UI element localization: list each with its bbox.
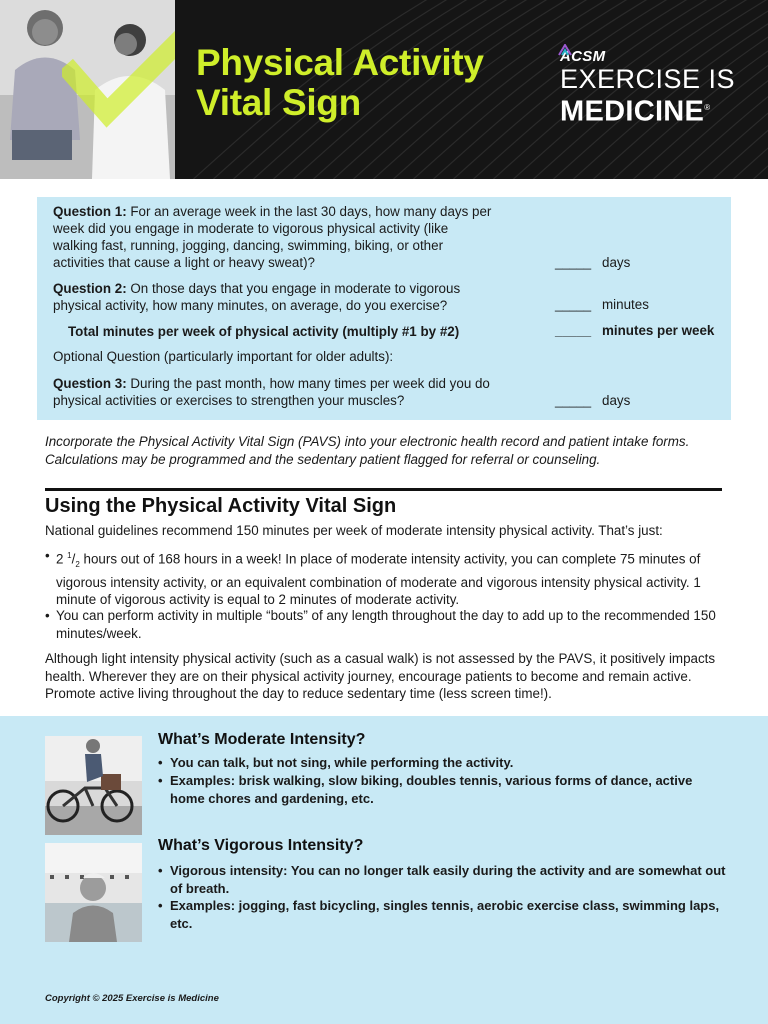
question-2-answer-blank[interactable]: _____	[555, 297, 592, 312]
moderate-bullet-2	[158, 772, 728, 807]
closing-paragraph: Although light intensity physical activity (such as a casual walk) is not assessed by the PAVS, it positively impacts health. Wherever they are on their physical activity journey, encourage patients to become and remain active. Promote active living throughout the day to reduce sedentary time (less screen time!).	[45, 651, 716, 701]
vigorous-bullet-2	[158, 897, 728, 932]
question-3-unit: days	[602, 393, 631, 408]
brand-logo	[560, 48, 735, 127]
optional-question-note: Optional Question (particularly important for older adults):	[53, 349, 394, 364]
guideline-bullet-2	[45, 607, 725, 642]
header-banner	[0, 0, 768, 179]
acsm-logo	[560, 48, 735, 65]
vigorous-bullet-1-text: Vigorous intensity: You can no longer talk easily during the activity and are somewhat out of breath.	[170, 863, 726, 896]
section-heading: Using the Physical Activity Vital Sign	[45, 495, 397, 517]
total-minutes-unit: minutes per week	[602, 323, 715, 338]
question-1	[53, 203, 493, 271]
vigorous-bullet-2-text: Examples: jogging, fast bicycling, singles tennis, aerobic exercise class, swimming laps, etc.	[170, 898, 720, 931]
vigorous-heading: What’s Vigorous Intensity?	[158, 837, 364, 854]
brand-medicine: MEDICINE	[560, 95, 705, 128]
intensity-panel	[0, 716, 768, 1024]
cyclist-photo	[45, 736, 142, 835]
bullet-dot: •	[158, 755, 163, 770]
question-1-unit: days	[602, 255, 631, 270]
question-3-answer-blank[interactable]: _____	[555, 393, 592, 408]
bullet-dot: •	[158, 773, 163, 788]
acsm-text: ACSM	[560, 48, 606, 65]
title-line-2: Vital Sign	[196, 82, 361, 123]
checkmark-icon	[62, 18, 175, 128]
question-2-text: On those days that you engage in moderate to vigorous physical activity, how many minutes, on average, do you exercise?	[53, 281, 461, 313]
question-2-unit: minutes	[602, 297, 649, 312]
cyclist-illustration	[45, 736, 142, 835]
section-lead: National guidelines recommend 150 minutes per week of moderate intensity physical activity. That’s just:	[45, 523, 663, 538]
title-line-1: Physical Activity	[196, 42, 484, 83]
moderate-heading: What’s Moderate Intensity?	[158, 731, 366, 748]
vigorous-bullet-1	[158, 862, 728, 897]
section-divider	[45, 488, 722, 491]
question-1-answer-blank[interactable]: _____	[555, 255, 592, 270]
question-3-label: Question 3:	[53, 376, 127, 391]
moderate-bullet-2-text: Examples: brisk walking, slow biking, doubles tennis, various forms of dance, active home chores and gardening, etc.	[170, 773, 693, 806]
bullet-dot: •	[45, 608, 50, 623]
acsm-logo-icon	[558, 44, 572, 56]
fraction-numerator: 1	[67, 551, 72, 560]
question-2-label: Question 2:	[53, 281, 127, 296]
registered-mark: ®	[704, 103, 711, 112]
bullet-dot: •	[45, 548, 50, 563]
page-title	[196, 43, 484, 123]
fraction-slash: /	[71, 551, 76, 567]
guideline-bullet-1	[45, 547, 725, 609]
bullet-dot: •	[158, 898, 163, 913]
fraction-denominator: 2	[75, 560, 80, 570]
question-3-text: During the past month, how many times per week did you do physical activities or exercises to strengthen your muscles?	[53, 376, 490, 408]
integration-note: Incorporate the Physical Activity Vital Sign (PAVS) into your electronic health record and patient intake forms. Calculations may be programmed and the sedentary patient flagged for referral or counseling.	[45, 434, 690, 467]
question-1-label: Question 1:	[53, 204, 127, 219]
swimmer-illustration	[45, 843, 142, 942]
total-minutes-answer-blank[interactable]: _____	[555, 323, 592, 338]
question-3	[53, 375, 513, 409]
doctor-patient-photo	[0, 0, 175, 179]
bullet-1-pre: 2	[56, 551, 68, 567]
moderate-bullet-1-text: You can talk, but not sing, while performing the activity.	[170, 755, 514, 770]
moderate-bullet-1	[158, 754, 728, 772]
swimmer-photo	[45, 843, 142, 942]
brand-line-2	[560, 93, 735, 127]
question-2	[53, 280, 503, 314]
bullet-2-text: You can perform activity in multiple “bouts” of any length throughout the day to add up to the recommended 150 minutes/week.	[56, 608, 716, 641]
total-minutes-row: Total minutes per week of physical activity (multiply #1 by #2)	[68, 324, 460, 339]
brand-line-1: EXERCISE IS	[560, 64, 736, 94]
question-1-text: For an average week in the last 30 days, how many days per week did you engage in moderate to vigorous physical activity (like walking fast, running, jogging, dancing, swimming, biking, or other activities that cause a light or heavy sweat)?	[53, 204, 492, 270]
bullet-1-text: hours out of 168 hours in a week! In place of moderate intensity activity, you can complete 75 minutes of vigorous intensity activity, or an equivalent combination of moderate and vigorous intensity physical activity. 1 minute of vigorous activity is equal to 2 minutes of moderate activity.	[56, 551, 701, 608]
bullet-dot: •	[158, 863, 163, 878]
copyright-notice: Copyright © 2025 Exercise is Medicine	[45, 993, 219, 1004]
questionnaire-box	[37, 197, 731, 420]
